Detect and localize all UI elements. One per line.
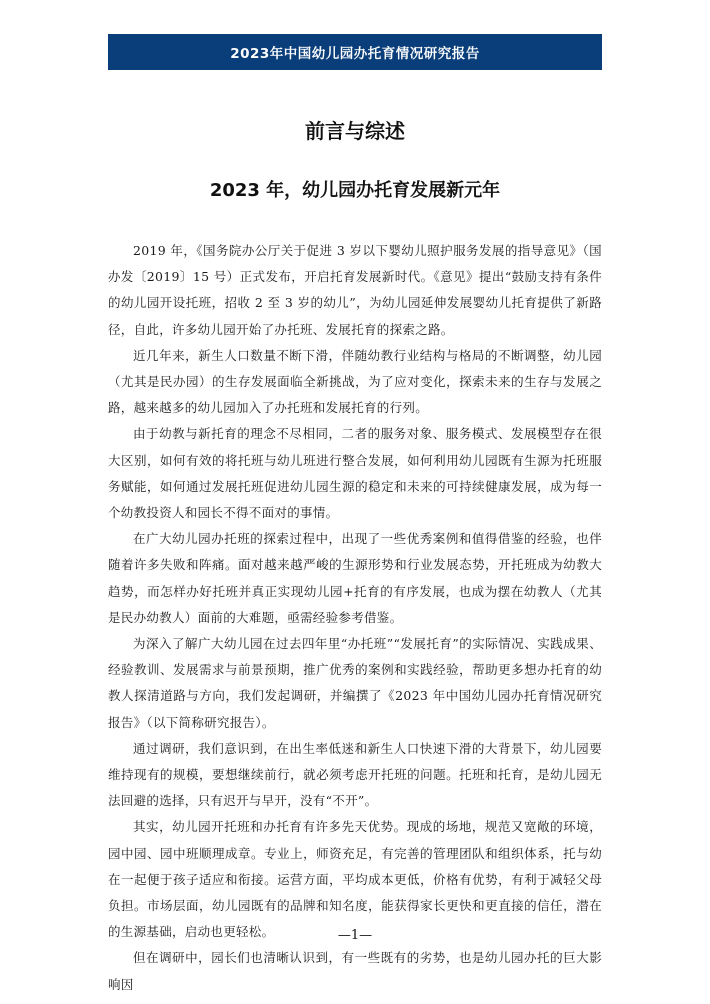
page-number: —1— <box>337 928 373 943</box>
paragraph: 由于幼教与新托育的理念不尽相同，二者的服务对象、服务模式、发展模型存在很大区别，如何有效的将托班与幼儿班进行整合发展，如何利用幼儿园既有生源为托班服务赋能，如何通过发展托班促进幼儿园生源的稳定和未来的可持续健康发展，成为每一个幼教投资人和园长不得不面对的事情。 <box>108 426 602 521</box>
paragraph: 其实，幼儿园开托班和办托育有许多先天优势。现成的场地，规范又宽敞的环境，园中园、园中班顺理成章。专业上，师资充足，有完善的管理团队和组织体系，托与幼在一起便于孩子适应和衔接。运营方面，平均成本更低，价格有优势，有利于减轻父母负担。市场层面，幼儿园既有的品牌和知名度，能获得家长更快和更直接的信任，潜在的生源基础，启动也更轻松。 <box>108 819 602 940</box>
banner-text: 2023年中国幼儿园办托育情况研究报告 <box>230 46 480 62</box>
paragraph: 在广大幼儿园办托班的探索过程中，出现了一些优秀案例和值得借鉴的经验，也伴随着许多失败和阵痛。面对越来越严峻的生源形势和行业发展态势，开托班成为幼教大趋势，而怎样办好托班并真正实现幼儿园+托育的有序发展，也成为摆在幼教人（尤其是民办幼教人）面前的大难题，亟需经验参考借鉴。 <box>108 531 602 625</box>
page-title: 前言与综述 <box>305 119 405 143</box>
paragraph: 近几年来，新生人口数量不断下滑，伴随幼教行业结构与格局的不断调整，幼儿园（尤其是民办园）的生存发展面临全新挑战，为了应对变化，探索未来的生存与发展之路，越来越多的幼儿园加入了办托班和发展托育的行列。 <box>108 347 602 416</box>
paragraph: 2019 年，《国务院办公厅关于促进 3 岁以下婴幼儿照护服务发展的指导意见》（国办发〔2019〕15 号）正式发布，开启托育发展新时代。《意见》提出“鼓励支持有条件的幼儿园开设托班，招收 2 至 3 岁的幼儿”，为幼儿园延伸发展婴幼儿托育提供了新路径，自此，许多幼儿园开始了办托班、发展托育的探索之路。 <box>108 243 602 337</box>
paragraph: 通过调研，我们意识到，在出生率低迷和新生人口快速下滑的大背景下，幼儿园要维持现有的规模，要想继续前行，就必须考虑开托班的问题。托班和托育，是幼儿园无法回避的选择，只有迟开与早开，没有“不开”。 <box>108 740 602 809</box>
section-subtitle: 2023 年，幼儿园办托育发展新元年 <box>209 180 501 201</box>
body-text <box>108 238 602 992</box>
paragraph: 但在调研中，园长们也清晰认识到，有一些既有的劣势，也是幼儿园办托的巨大影响因 <box>108 950 602 992</box>
report-header-banner <box>108 34 602 70</box>
paragraph: 为深入了解广大幼儿园在过去四年里“办托班”“发展托育”的实际情况、实践成果、经验教训、发展需求与前景预期，推广优秀的案例和实践经验，帮助更多想办托育的幼教人探清道路与方向，我们发起调研，并编撰了《2023 年中国幼儿园办托育情况研究报告》（以下简称研究报告）。 <box>108 636 602 730</box>
